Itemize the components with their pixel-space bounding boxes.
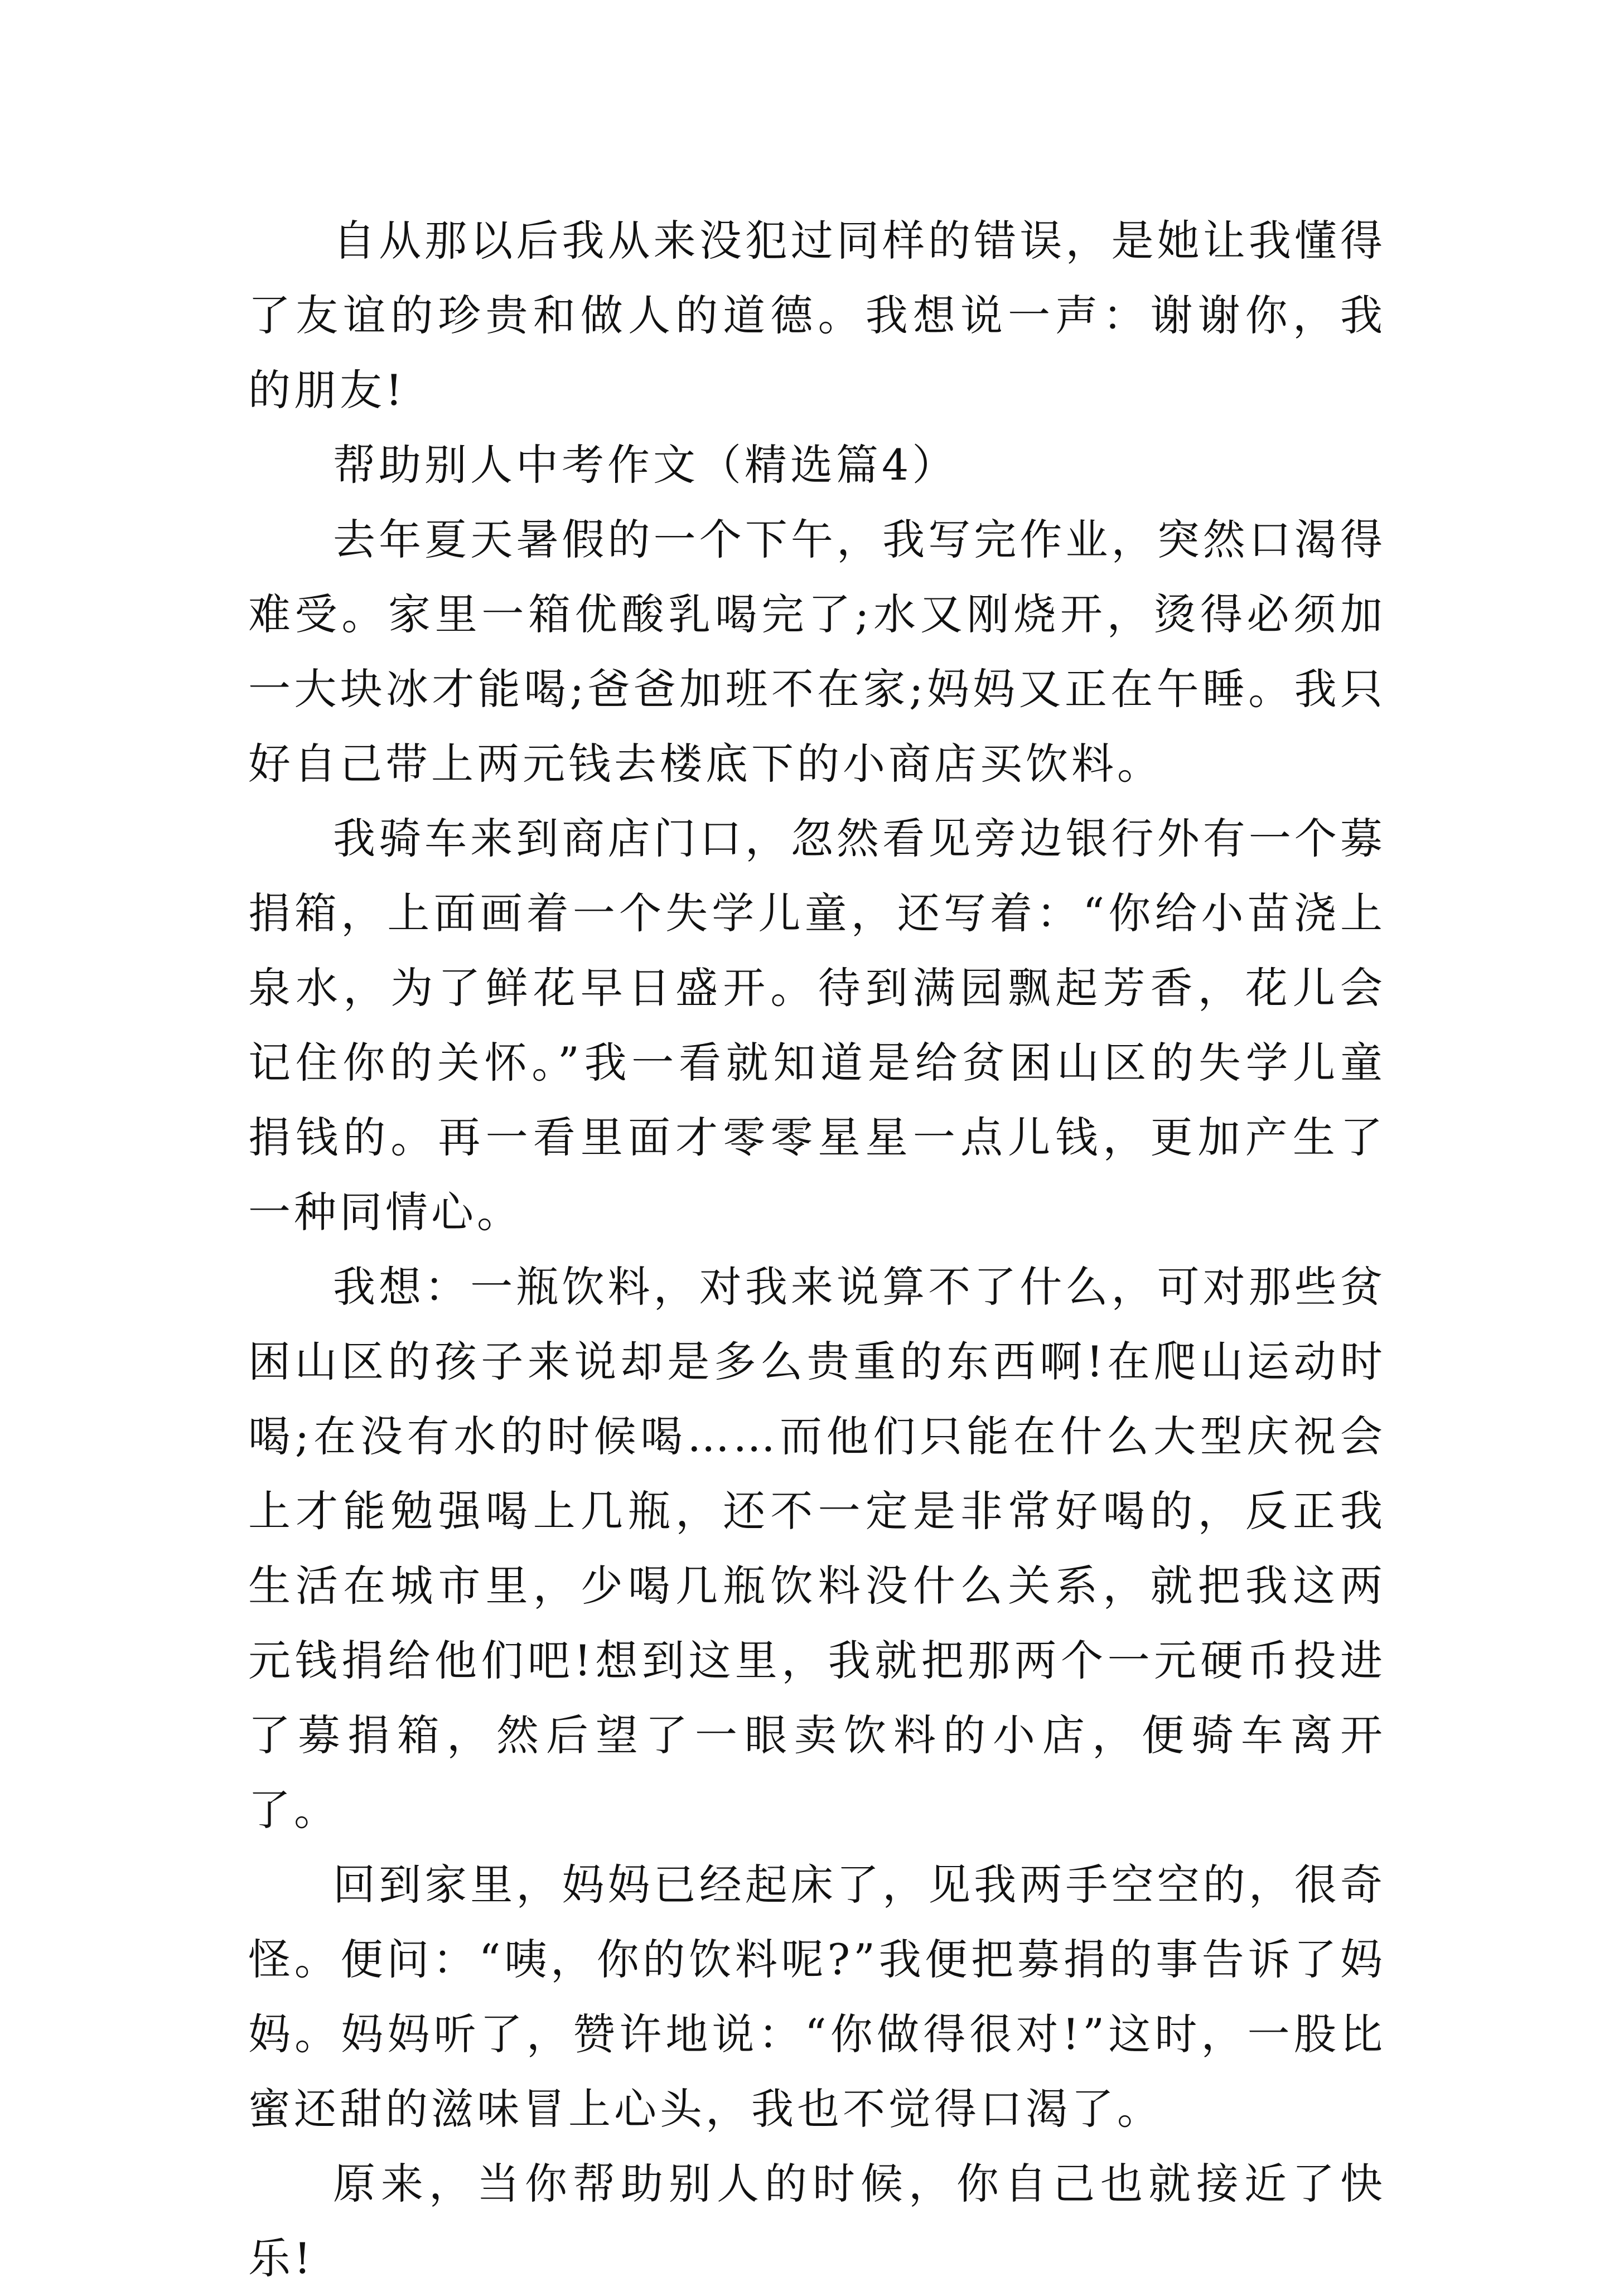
paragraph-thoughts: 我想：一瓶饮料，对我来说算不了什么，可对那些贫困山区的孩子来说却是多么贵重的东西啊!在爬山运动时喝;在没有水的时候喝……而他们只能在什么大型庆祝会上才能勉强喝上几瓶，还不一定是非常好喝的，反正我生活在城市里，少喝几瓶饮料没什么关系，就把我这两元钱捐给他们吧!想到这里，我就把那两个一元硬币投进了募捐箱，然后望了一眼卖饮料的小店，便骑车离开了。 (248, 1262, 1386, 1835)
paragraph-donation-box: 我骑车来到商店门口，忽然看见旁边银行外有一个募捐箱，上面画着一个失学儿童，还写着：“你给小苗浇上泉水，为了鲜花早日盛开。待到满园飘起芳香，花儿会记住你的关怀。”我一看就知道是给贫困山区的失学儿童捐钱的。再一看里面才零零星星一点儿钱，更加产生了一种同情心。 (248, 814, 1386, 1237)
section-heading: 帮助别人中考作文（精选篇4） (333, 440, 958, 490)
paragraph-return-home: 回到家里，妈妈已经起床了，见我两手空空的，很奇怪。便问：“咦，你的饮料呢?”我便把募捐的事告诉了妈妈。妈妈听了，赞许地说：“你做得很对!”这时，一股比蜜还甜的滋味冒上心头，我也不觉得口渴了。 (248, 1860, 1386, 2134)
paragraph-closing-previous: 自从那以后我从来没犯过同样的错误，是她让我懂得了友谊的珍贵和做人的道德。我想说一声：谢谢你，我的朋友! (248, 216, 1386, 415)
document-body (248, 204, 1386, 2296)
paragraph-conclusion: 原来，当你帮助别人的时候，你自己也就接近了快乐! (248, 2159, 1386, 2283)
paragraph-summer-afternoon: 去年夏天暑假的一个下午，我写完作业，突然口渴得难受。家里一箱优酸乳喝完了;水又刚烧开，烫得必须加一大块冰才能喝;爸爸加班不在家;妈妈又正在午睡。我只好自己带上两元钱去楼底下的小商店买饮料。 (248, 515, 1386, 789)
